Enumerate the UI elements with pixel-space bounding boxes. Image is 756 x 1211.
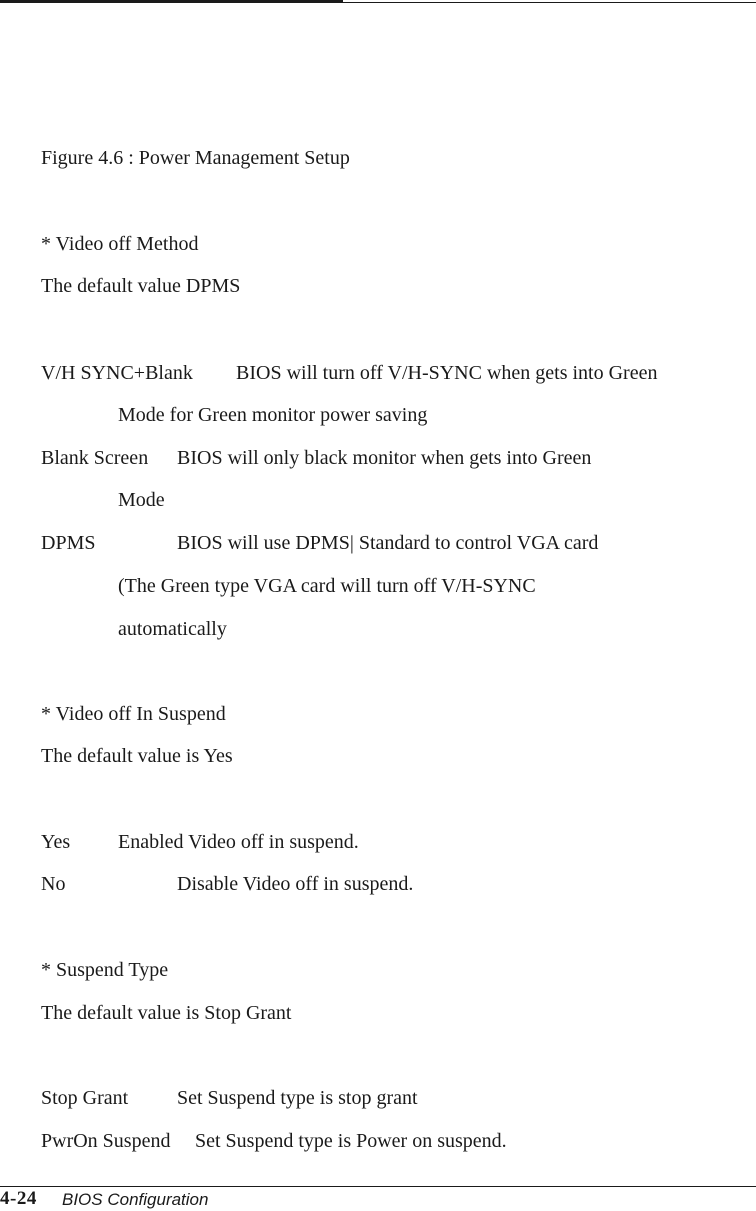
option-term: Yes (41, 831, 71, 853)
option-description-continued: automatically (118, 618, 227, 640)
option-description: Disable Video off in suspend. (177, 873, 414, 895)
option-term: DPMS (41, 532, 96, 554)
section-heading-video-off-method: * Video off Method (41, 233, 199, 255)
option-term: Blank Screen (41, 447, 149, 469)
option-description-continued: (The Green type VGA card will turn off V/H-SYNC (118, 575, 536, 597)
option-description: Set Suspend type is Power on suspend. (195, 1130, 507, 1152)
default-value-video-off-in-suspend: The default value is Yes (41, 745, 233, 767)
option-description: Set Suspend type is stop grant (177, 1087, 418, 1109)
option-description: BIOS will turn off V/H-SYNC when gets into Green (236, 362, 658, 384)
footer-rule (0, 1186, 756, 1187)
option-term: Stop Grant (41, 1087, 129, 1109)
option-description: BIOS will use DPMS| Standard to control VGA card (177, 532, 599, 554)
option-description-continued: Mode (118, 489, 165, 511)
section-heading-video-off-in-suspend: * Video off In Suspend (41, 703, 226, 725)
page-number: 4-24 (0, 1188, 37, 1209)
default-value-suspend-type: The default value is Stop Grant (41, 1002, 292, 1024)
option-description-continued: Mode for Green monitor power saving (118, 404, 428, 426)
figure-caption: Figure 4.6 : Power Management Setup (41, 147, 350, 169)
header-rule-thin (343, 2, 756, 3)
header-rule-thick (0, 0, 343, 3)
footer-section-title: BIOS Configuration (62, 1190, 209, 1209)
option-term: PwrOn Suspend (41, 1130, 171, 1152)
option-description: Enabled Video off in suspend. (118, 831, 359, 853)
section-heading-suspend-type: * Suspend Type (41, 959, 169, 981)
option-term: No (41, 873, 66, 895)
option-term: V/H SYNC+Blank (41, 362, 193, 384)
default-value-video-off-method: The default value DPMS (41, 275, 241, 297)
option-description: BIOS will only black monitor when gets into Green (177, 447, 592, 469)
